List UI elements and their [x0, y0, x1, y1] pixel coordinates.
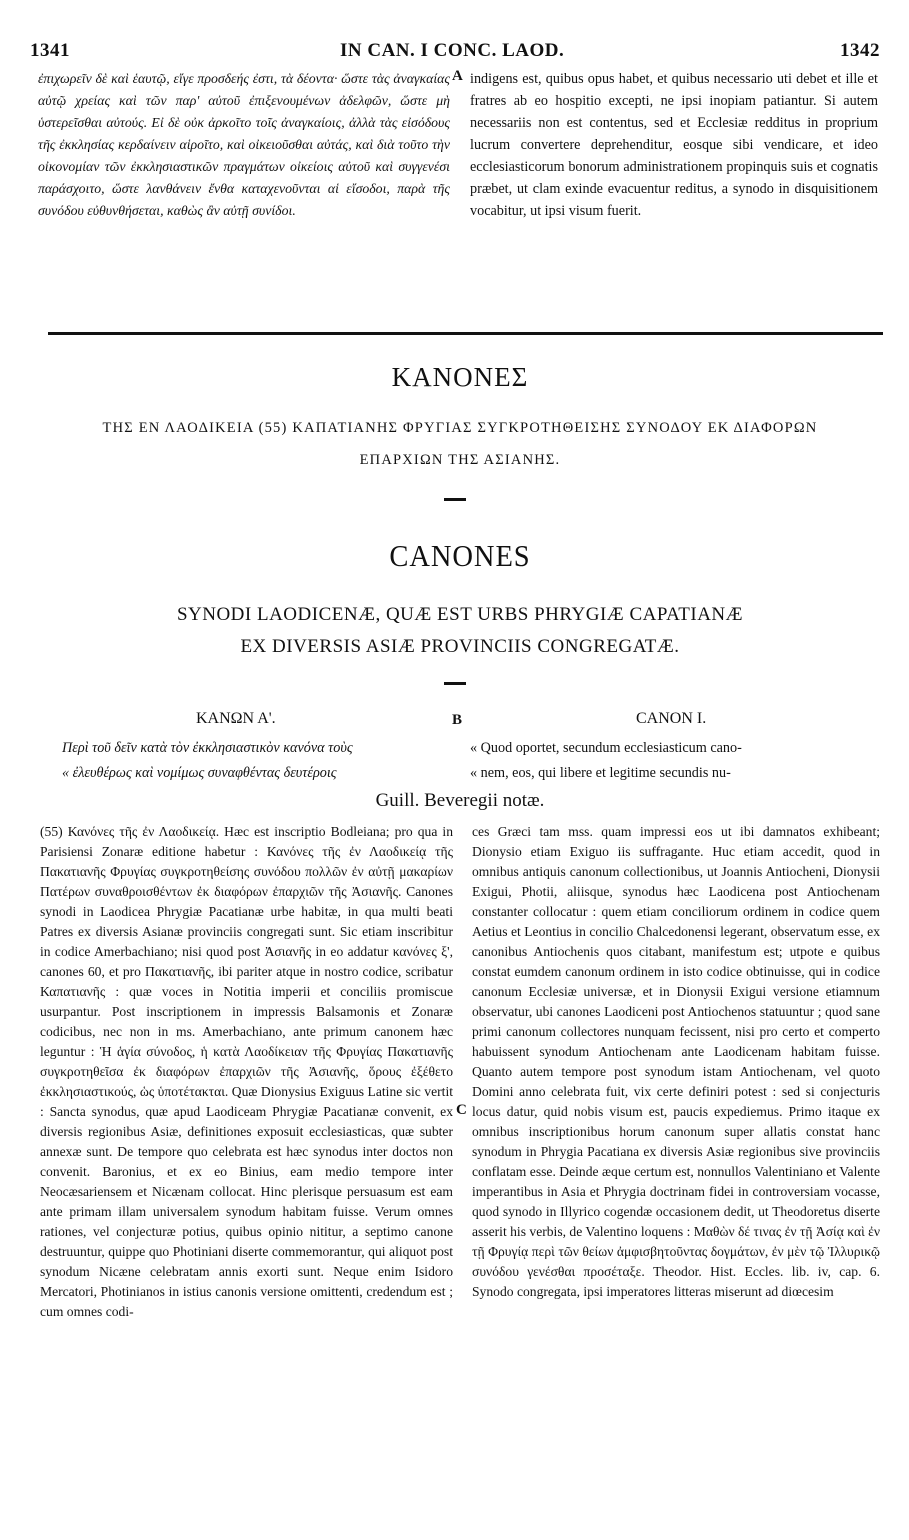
canon-greek-text: Περὶ τοῦ δεῖν κατὰ τὸν ἐκκλησιαστικὸν κανόνα τοὺς « ἐλευθέρως καὶ νομίμως συναφθέντας δευτέροις	[62, 740, 353, 781]
latin-title: CANONES	[389, 538, 531, 573]
top-greek-column: ἐπιχωρεῖν δὲ καὶ ἑαυτῷ, εἴγε προσδεής ἐστι, τὰ δέοντα· ὥστε τὰς ἀναγκαίας αὐτῷ χρείας καὶ τῶν παρ' αὐτοῦ ἐπιξενουμένων ἀδελφῶν, ὥστε μὴ ὑστερεῖσθαι αὐτούς. Εἰ δὲ οὐκ ἀρκοῖτο τοῖς ἀναγκαίοις, ἀλλὰ τὰς εἰσόδους τῆς ἐκκλησίας κερδαίνειν αἱροῖτο, καὶ οἰκειοῦσθαι αὐτάς, καὶ διὰ τοῦτο τὴν οἰκονομίαν τῶν ἐκκλησιαστικῶν πραγμάτων οἰκείοις αὐτοῦ καὶ συγγενέσι παράσχοιτο, ὥστε λανθάνειν ἔνθα καταχενοῦνται αἱ εἴσοδοι, παρὰ τῆς συνόδου εὐθυνθήσεται, καθὼς ἂν αὐτῇ συνίδοι.	[38, 71, 450, 218]
margin-letter-b: B	[452, 712, 463, 728]
running-title: IN CAN. I CONC. LAOD.	[340, 40, 565, 61]
heading-dash	[444, 498, 466, 501]
margin-letter-c: C	[456, 1102, 467, 1118]
canon-greek-title: ΚΑΝΩΝ Α'.	[196, 710, 276, 727]
canon-latin-title: CANON I.	[636, 710, 707, 727]
latin-subtitle-line1: SYNODI LAODICENÆ, QUÆ EST URBS PHRYGIÆ CAPATIANÆ	[176, 604, 744, 625]
notes-left-column: (55) Κανόνες τῆς ἐν Λαοδικείᾳ. Hæc est inscriptio Bodleiana; pro qua in Parisiensi Zonaræ editione habetur : Κανόνες τῆς ἐν Λαοδικείᾳ τῆς Πακατιανῆς Φρυγίας συγκροτηθείσης συνόδου πολλῶν ἐν αὐτῇ μακαρίων Πατέρων συναθροισθέντων ἐκ διαφόρων ἐπαρχιῶν τῆς Ἀσιανῆς. Canones synodi in Laodicea Phrygiæ Pacatianæ urbe habitæ, in qua multi beati Patres ex diversis Asianæ provinciis congregati sunt. Sic etiam inscribitur in codice Amerbachiano; nisi quod post Ἀσιανῆς in eo addatur κανόνες ξ', canones 60, et pro Πακατιανῆς, ibi pariter atque in nostro codice, scribatur Καπατιανῆς : quæ voces in Notitia imperii et conciliis promiscue usurpantur. Post inscriptionem in impressis Balsamonis et Zonaræ codicibus, nec non in ms. Amerbachiano, ante primum canonem hæc leguntur : Ἡ ἁγία σύνοδος, ἡ κατὰ Λαοδίκειαν τῆς Φρυγίας Πακατιανῆς συγκροτηθεῖσα ἐκ διαφόρων ἐπαρχιῶν τῆς Ἀσιανῆς, ὅρους ἐξέθετο ἐκκλησιαστικούς, ὡς ὑποτέτακται. Quæ Dionysius Exiguus Latine sic vertit : Sancta synodus, quæ apud Laodiceam Phrygiæ Pacatianæ convenit, ex diversis regionibus Asiæ, definitiones exposuit ecclesiasticas, quæ subter annexæ sunt. De tempore quo celebrata est hæc synodus inter doctos non convenit. Baronius, et ex eo Binius, eam medio tempore inter Neocæsariensem et Nicænam collocat. Hinc plerisque persuasum est eam ante primam illam universalem synodum habitam fuisse. Verum omnes rationes, vel conjecturæ potius, quibus opinio nititur, a septimo canone destruuntur, quippe quo Photiniani diserte commemorantur, qui aliquot post synodum Nicæne celebratam annis exorti sunt. Neque enim Isidoro Mercatori, Photinianos in istius canonis versione omittenti, credendum est ; cum omnes codi-	[40, 824, 453, 1319]
margin-letter-a: A	[452, 68, 463, 84]
top-latin-column: indigens est, quibus opus habet, et quibus necessario uti debet et ille et fratres ab eo hospitio excepti, ne ipsi inopiam patiantur. Si autem necessariis non est contentus, sed et Ecclesiæ redditus in proprium lucrum convertere deprehenditur, eosque sibi vendicare, et ideo ecclesiasticorum bonorum administrationem propinquis suis et cognatis præbet, ut clam exinde evacuentur reditus, a synodo in disquisitionem vocabitur, ut ipsi visum fuerit.	[470, 71, 878, 219]
page-number-right: 1342	[840, 40, 880, 61]
notes-right-column: ces Græci tam mss. quam impressi eos ut ibi damnatos exhibeant; Dionysio etiam Exiguo iis suffragante. Huc etiam accedit, quod in omnibus antiquis canonum collectionibus, ut Joannis Antiocheni, Dionysii Exigui, Photii, aliisque, synodus hæc Laodicena post Antiochenam constanter collocatur : quem etiam conciliorum ordinem in codice quem Aetius et Leontius in concilio Chalcedonensi legerant, observatum esse, ex canonibus Antiochenis quos citabant, manifestum est; utpote e quibus constat eumdem canonum ordinem in isto codice obtinuisse, qui in codice canonum Ecclesiæ universæ, et in Dionysii Exigui versione etiamnum observatur, ubi canones Laodiceni post Antiochenos statuuntur ; quod sane primi canonum collectores nunquam fecissent, nisi pro certo et comperto habuissent synodum Antiochenam ante Laodicenam habitam fuisse. Quanto autem tempore post synodum istam Antiochenam, vel quoto Domini anno celebrata fuit, vix certe definiri potest : sed si conjecturis locus datur, quid nobis visum est, paucis expediemus. Primo itaque ex omnibus inscriptionibus horum canonum super allatis constat hanc synodum in Phrygia Pacatiana ex diversis Asiæ regionibus sive provinciis conflatam esse. Deinde æque certum est, nonnullos Valentiniano et Valente imperantibus in Asia et Phrygia doctrinam fidei in controversiam vocasse, quod synodo in Illyrico cogendæ occasionem dedit, ut Theodoretus diserte asserit his verbis, de Valentino loquens : Μαθὼν δέ τινας ἐν τῇ Ἀσίᾳ καὶ ἐν τῇ Φρυγίᾳ περὶ τῶν θείων ἀμφισβητοῦντας δογμάτων, ἐν μὲν τῷ Ἰλλυρικῷ συνόδου γενέσθαι προσέταξε. Theodor. Hist. Eccles. lib. iv, cap. 6. Synodo congregata, ipsi imperatores litteras miserunt ad diœcesim	[472, 824, 880, 1299]
section-rule	[48, 332, 883, 335]
canon-latin-text: « Quod oportet, secundum ecclesiasticum cano- « nem, eos, qui libere et legitime secundis nu-	[470, 740, 742, 781]
page-number-left: 1341	[30, 40, 70, 61]
greek-subtitle-line2: ΕΠΑΡΧΙΩΝ ΤΗΣ ΑΣΙΑΝΗΣ.	[359, 452, 561, 468]
heading-dash-2	[444, 682, 466, 685]
notes-title: Guill. Beveregii notæ.	[375, 790, 545, 811]
greek-title: ΚΑΝΟΝΕΣ	[391, 362, 529, 392]
running-head	[30, 40, 880, 64]
greek-subtitle-line1: ΤΗΣ ΕΝ ΛΑΟΔΙΚΕΙΑ (55) ΚΑΠΑΤΙΑΝΗΣ ΦΡΥΓΙΑΣ ΣΥΓΚΡΟΤΗΘΕΙΣΗΣ ΣΥΝΟΔΟΥ ΕΚ ΔΙΑΦΟΡΩΝ	[102, 420, 818, 436]
latin-subtitle-line2: EX DIVERSIS ASIÆ PROVINCIIS CONGREGATÆ.	[240, 636, 680, 657]
